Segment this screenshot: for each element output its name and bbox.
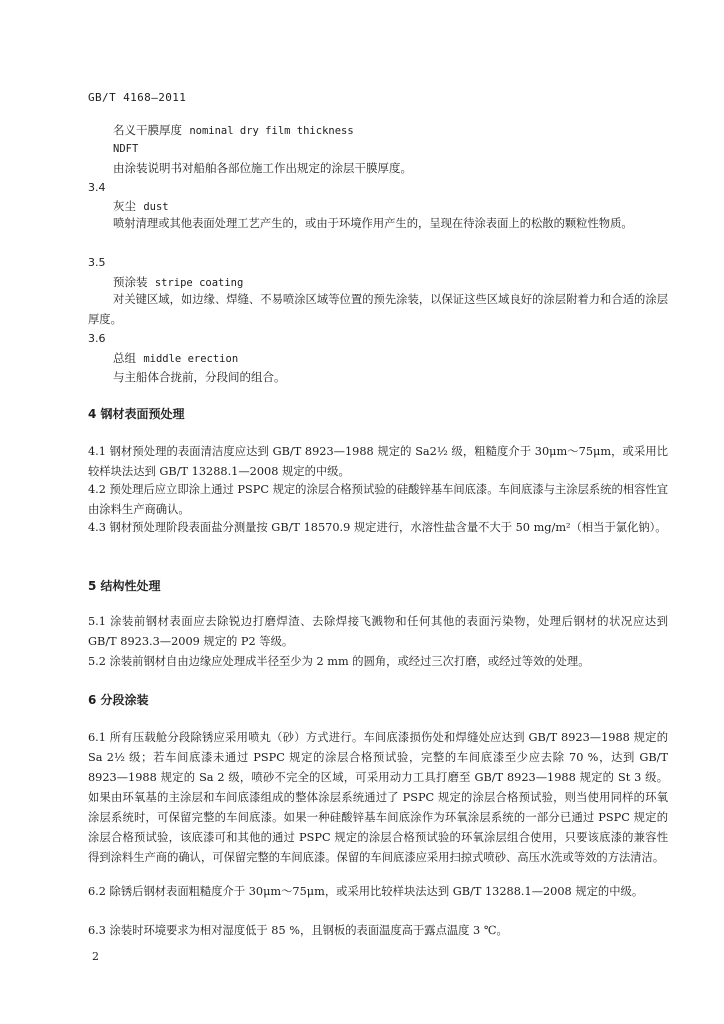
term-middle-cn: 总组 <box>113 351 136 365</box>
clause-6-3: 6.3 涂装时环境要求为相对湿度低于 85 %，且钢板的表面温度高于露点温度 3 ℃。 <box>88 924 508 937</box>
clause-4-3: 4.3 钢材预处理阶段表面盐分测量按 GB/T 18570.9 规定进行，水溶性盐含量不大于 50 mg/m²（相当于氯化钠）。 <box>88 521 667 534</box>
clause-4-1: 4.1 钢材预处理的表面清洁度应达到 GB/T 8923—1988 规定的 Sa2½ 级，粗糙度介于 30μm～75μm，或采用比较样块法达到 GB/T 13288.1—2008 规定的中级。 <box>88 445 668 478</box>
clause-6-2: 6.2 除锈后钢材表面粗糙度介于 30μm～75μm，或采用比较样块法达到 GB/T 13288.1—2008 规定的中级。 <box>88 885 644 898</box>
term-middle-en: middle erection <box>143 353 239 365</box>
term-nominal-abbr: NDFT <box>113 143 139 155</box>
page-number: 2 <box>92 950 99 963</box>
standard-code-header: GB/T 4168—2011 <box>88 91 187 104</box>
term-middle-line <box>113 350 238 367</box>
term-dust-en: dust <box>143 201 169 213</box>
term-stripe-definition: 对关键区域，如边缘、焊缝、不易喷涂区域等位置的预先涂装，以保证这些区域良好的涂层附着力和合适的涂层厚度。 <box>88 293 668 326</box>
term-dust-definition: 喷射清理或其他表面处理工艺产生的，或由于环境作用产生的，呈现在待涂表面上的松散的颗粒性物质。 <box>113 217 633 230</box>
clause-number-3-5: 3.5 <box>88 256 106 269</box>
term-stripe-line <box>113 274 243 291</box>
clause-number-3-6: 3.6 <box>88 332 106 345</box>
term-nominal-definition: 由涂装说明书对船舶各部位施工作出规定的涂层干膜厚度。 <box>113 161 412 175</box>
term-nominal-cn: 名义干膜厚度 <box>113 123 182 137</box>
term-dust-line <box>113 198 169 215</box>
term-middle-definition: 与主船体合拢前，分段间的组合。 <box>113 370 286 384</box>
term-stripe-cn: 预涂装 <box>113 275 148 289</box>
clause-5-1: 5.1 涂装前钢材表面应去除锐边打磨焊渣、去除焊接飞溅物和任何其他的表面污染物，处理后钢材的状况应达到 GB/T 8923.3—2009 规定的 P2 等级。 <box>88 615 668 648</box>
section-5-heading: 5 结构性处理 <box>88 579 161 593</box>
section-4-heading: 4 钢材表面预处理 <box>88 407 185 421</box>
term-dust-cn: 灰尘 <box>113 199 136 213</box>
clause-6-1: 6.1 所有压载舱分段除锈应采用喷丸（砂）方式进行。车间底漆损伤处和焊缝处应达到 GB/T 8923—1988 规定的 Sa 2½ 级；若车间底漆未通过 PSPC 规定的涂层合格预试验，完整的车间底漆至少应去除 70 %，达到 GB/T 8923—1988 规定的 Sa 2 级，喷砂不完全的区域，可采用动力工具打磨至 GB/T 8923—1988 规定的 St 3 级。如果由环氧基的主涂层和车间底漆组成的整体涂层系统通过了 PSPC 规定的涂层合格预试验，则当使用同样的环氧涂层系统时，可保留完整的车间底漆。如果一种硅酸锌基车间底涂作为环氧涂层系统的一部分已通过 PSPC 规定的涂层合格预试验，该底漆可和其他的通过 PSPC 规定的涂层合格预试验的环氧涂层组合使用，只要该底漆的兼容性得到涂料生产商的确认，可保留完整的车间底漆。保留的车间底漆应采用扫掠式喷砂、高压水洗或等效的方法清洁。 <box>88 731 668 864</box>
term-nominal-line <box>113 122 354 139</box>
term-stripe-en: stripe coating <box>154 277 244 289</box>
section-6-heading: 6 分段涂装 <box>88 693 149 707</box>
clause-5-2: 5.2 涂装前钢材自由边缘应处理成半径至少为 2 mm 的圆角，或经过三次打磨，或经过等效的处理。 <box>88 655 590 668</box>
clause-4-2: 4.2 预处理后应立即涂上通过 PSPC 规定的涂层合格预试验的硅酸锌基车间底漆。车间底漆与主涂层系统的相容性宜由涂料生产商确认。 <box>88 483 668 516</box>
clause-number-3-4: 3.4 <box>88 181 106 194</box>
term-nominal-en: nominal dry film thickness <box>189 125 354 137</box>
